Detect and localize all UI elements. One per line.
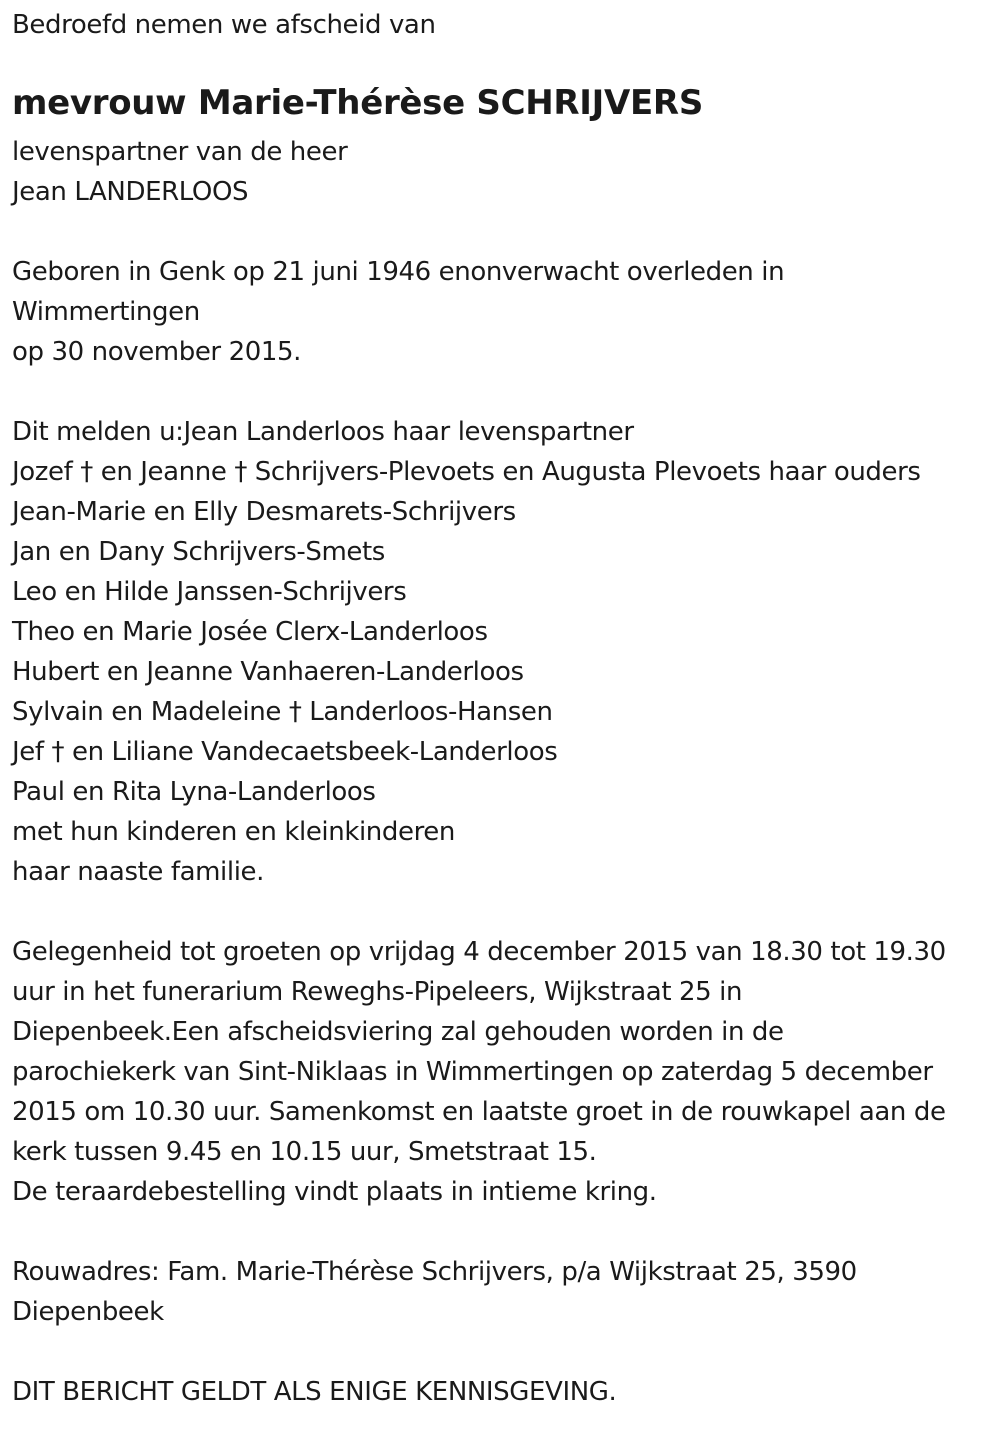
spacer	[12, 1212, 988, 1252]
family-text: Jozef	[12, 457, 73, 487]
intro-text: Bedroefd nemen we afscheid van	[12, 10, 436, 40]
cross-icon: †	[80, 457, 93, 487]
family-line	[12, 452, 988, 492]
family-line: Theo en Marie Josée Clerx-Landerloos	[12, 617, 488, 647]
spacer	[12, 212, 988, 252]
family-text: Jef	[12, 737, 44, 767]
ceremony-line: uur in het funerarium Reweghs-Pipeleers, Wijkstraat 25 in	[12, 977, 743, 1007]
family-line	[12, 692, 988, 732]
deceased-name: mevrouw Marie-Thérèse SCHRIJVERS	[12, 83, 704, 123]
ceremony-line: Diepenbeek.Een afscheidsviering zal gehouden worden in de	[12, 1017, 784, 1047]
family-line: Leo en Hilde Janssen-Schrijvers	[12, 577, 407, 607]
family-text: Schrijvers-Plevoets en Augusta Plevoets haar ouders	[254, 457, 921, 487]
family-line	[12, 732, 988, 772]
cross-icon: †	[288, 697, 302, 727]
family-text: en Jeanne	[100, 457, 227, 487]
birth-death-line-1: Geboren in Genk op 21 juni 1946 enonverwacht overleden in	[12, 257, 785, 287]
ceremony-line: parochiekerk van Sint-Niklaas in Wimmertingen op zaterdag 5 december	[12, 1057, 933, 1087]
ceremony-line: Gelegenheid tot groeten op vrijdag 4 december 2015 van 18.30 tot 19.30	[12, 937, 946, 967]
address-line: Rouwadres: Fam. Marie-Thérèse Schrijvers, p/a Wijkstraat 25, 3590	[12, 1257, 857, 1287]
family-text: Sylvain en Madeleine	[12, 697, 281, 727]
spacer	[12, 372, 988, 412]
spacer	[12, 1332, 988, 1372]
cross-icon: †	[234, 457, 247, 487]
family-line: met hun kinderen en kleinkinderen	[12, 817, 455, 847]
family-line: Paul en Rita Lyna-Landerloos	[12, 777, 376, 807]
family-line: Jean-Marie en Elly Desmarets-Schrijvers	[12, 497, 516, 527]
cross-icon: †	[51, 737, 65, 767]
partner-line-1: levenspartner van de heer	[12, 137, 348, 167]
birth-death-line-2: Wimmertingen	[12, 297, 200, 327]
ceremony-line: De teraardebestelling vindt plaats in intieme kring.	[12, 1177, 657, 1207]
family-text: Landerloos-Hansen	[309, 697, 553, 727]
family-text: en Liliane Vandecaetsbeek-Landerloos	[71, 737, 558, 767]
ceremony-line: kerk tussen 9.45 en 10.15 uur, Smetstraat 15.	[12, 1137, 597, 1167]
closing-statement: DIT BERICHT GELDT ALS ENIGE KENNISGEVING.	[12, 1377, 617, 1407]
ceremony-line: 2015 om 10.30 uur. Samenkomst en laatste groet in de rouwkapel aan de	[12, 1097, 946, 1127]
family-line: Hubert en Jeanne Vanhaeren-Landerloos	[12, 657, 524, 687]
obituary-notice	[0, 5, 1000, 1429]
family-line: Jan en Dany Schrijvers-Smets	[12, 537, 385, 567]
birth-death-line-3: op 30 november 2015.	[12, 337, 302, 367]
family-line: Dit melden u:Jean Landerloos haar levenspartner	[12, 417, 634, 447]
address-line: Diepenbeek	[12, 1297, 164, 1327]
spacer	[12, 892, 988, 932]
partner-line-2: Jean LANDERLOOS	[12, 177, 249, 207]
family-line: haar naaste familie.	[12, 857, 264, 887]
